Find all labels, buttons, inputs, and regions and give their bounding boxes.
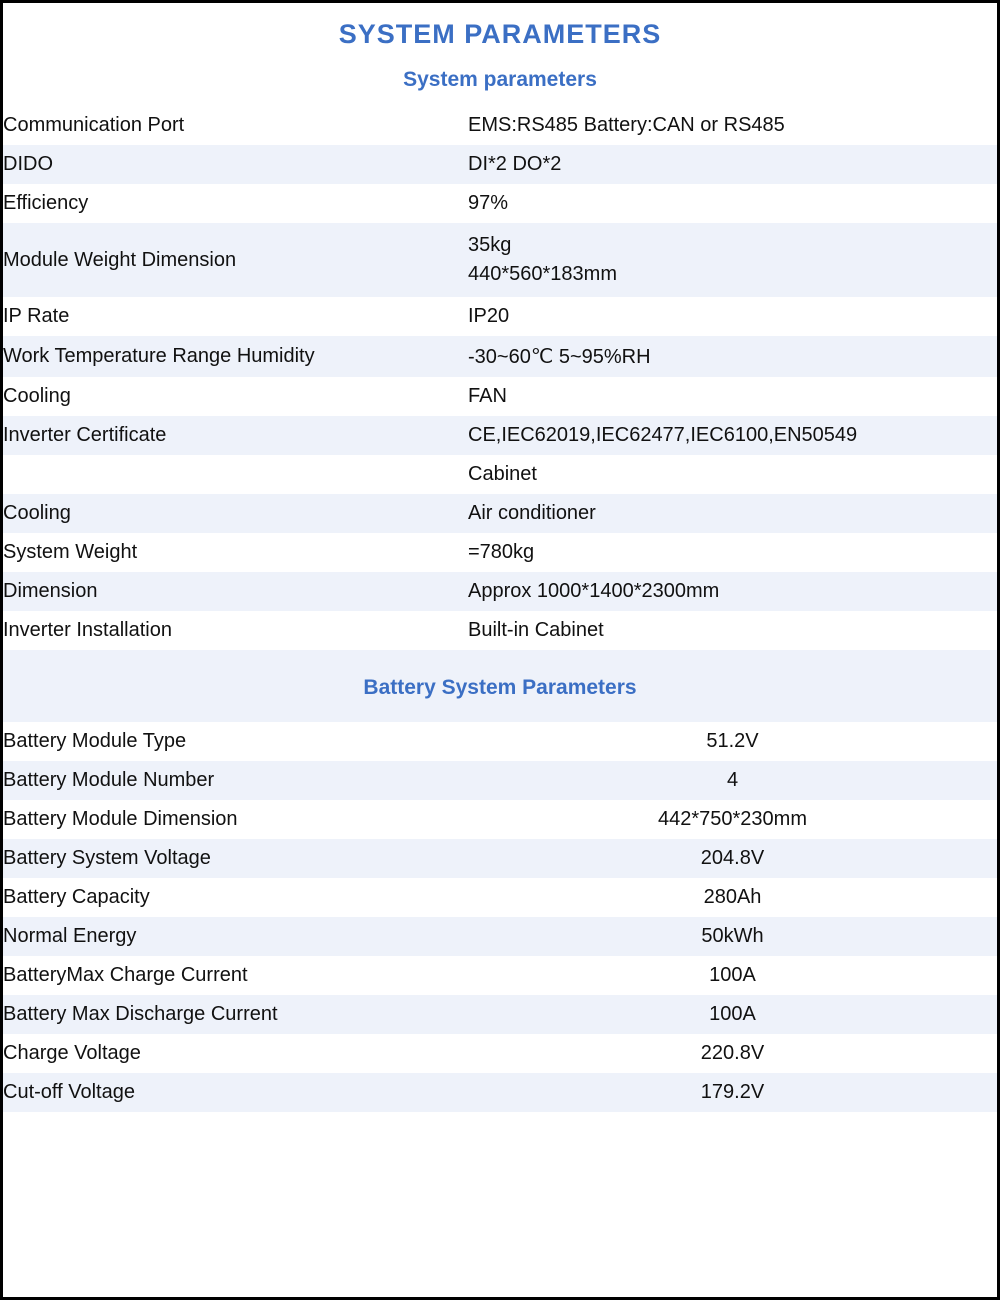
table-row xyxy=(3,995,997,1034)
row-value: 100A xyxy=(709,1003,756,1025)
table-row xyxy=(3,611,997,650)
page-subtitle: System parameters xyxy=(3,62,997,106)
row-label: IP Rate xyxy=(3,305,70,327)
row-value: =780kg xyxy=(468,541,535,563)
table-row xyxy=(3,223,997,297)
row-label: Battery Module Number xyxy=(3,769,215,791)
table-row xyxy=(3,722,997,761)
row-value: 50kWh xyxy=(701,925,764,947)
table-row xyxy=(3,533,997,572)
row-value: 442*750*230mm xyxy=(658,808,807,830)
table-row xyxy=(3,572,997,611)
row-value: 220.8V xyxy=(700,1042,765,1064)
page-title: SYSTEM PARAMETERS xyxy=(3,3,997,62)
row-value: DI*2 DO*2 xyxy=(468,153,562,175)
row-label: Cooling xyxy=(3,385,71,407)
row-value: -30~60℃ 5~95%RH xyxy=(468,346,651,368)
table-row xyxy=(3,336,997,377)
row-label: Cut-off Voltage xyxy=(3,1081,135,1103)
row-label: Efficiency xyxy=(3,192,89,214)
row-value: FAN xyxy=(468,385,507,407)
row-value: IP20 xyxy=(468,305,510,327)
row-label: Battery Max Discharge Current xyxy=(3,1003,278,1025)
row-label: Inverter Certificate xyxy=(3,424,167,446)
row-value: Air conditioner xyxy=(468,502,596,524)
row-label: Cooling xyxy=(3,502,71,524)
row-label: Battery Module Type xyxy=(3,730,187,752)
row-label: Battery Capacity xyxy=(3,886,150,908)
row-value-line-1: 35kg xyxy=(468,234,512,256)
row-label: DIDO xyxy=(3,153,53,175)
row-label: Module Weight Dimension xyxy=(3,248,237,271)
row-value: 4 xyxy=(726,769,739,791)
row-label: Normal Energy xyxy=(3,925,137,947)
table-row xyxy=(3,297,997,336)
row-value: Built-in Cabinet xyxy=(468,619,604,641)
row-value: 179.2V xyxy=(700,1081,765,1103)
row-label: Dimension xyxy=(3,580,98,602)
row-label: Charge Voltage xyxy=(3,1042,141,1064)
table-row xyxy=(3,1034,997,1073)
row-label: Inverter Installation xyxy=(3,619,172,641)
table-row xyxy=(3,878,997,917)
row-value: CE,IEC62019,IEC62477,IEC6100,EN50549 xyxy=(468,424,858,446)
cabinet-heading-spacer xyxy=(3,455,468,494)
row-label: Work Temperature Range Humidity xyxy=(3,345,315,367)
table-row xyxy=(3,839,997,878)
table-row xyxy=(3,956,997,995)
row-value: 280Ah xyxy=(703,886,762,908)
system-parameters-table xyxy=(3,106,997,650)
row-value: Approx 1000*1400*2300mm xyxy=(468,580,720,602)
table-row xyxy=(3,416,997,455)
table-row xyxy=(3,917,997,956)
row-value: 51.2V xyxy=(706,730,759,752)
row-value xyxy=(468,223,997,297)
battery-section-heading: Battery System Parameters xyxy=(3,650,997,722)
row-value: EMS:RS485 Battery:CAN or RS485 xyxy=(468,114,785,136)
table-row xyxy=(3,184,997,223)
row-value-line-2: 440*560*183mm xyxy=(468,263,617,285)
row-value: 204.8V xyxy=(700,847,765,869)
battery-parameters-table xyxy=(3,722,997,1112)
table-row xyxy=(3,106,997,145)
table-row xyxy=(3,1073,997,1112)
row-label: Battery Module Dimension xyxy=(3,808,238,830)
row-label: BatteryMax Charge Current xyxy=(3,964,248,986)
table-row xyxy=(3,145,997,184)
bottom-spacer xyxy=(3,1112,997,1297)
row-value: 100A xyxy=(709,964,756,986)
row-label: Communication Port xyxy=(3,114,185,136)
cabinet-heading: Cabinet xyxy=(468,463,537,485)
table-row xyxy=(3,377,997,416)
table-row xyxy=(3,761,997,800)
cabinet-heading-row xyxy=(3,455,997,494)
row-label: System Weight xyxy=(3,541,138,563)
table-row xyxy=(3,494,997,533)
table-row xyxy=(3,800,997,839)
row-value: 97% xyxy=(468,192,509,214)
row-label: Battery System Voltage xyxy=(3,847,211,869)
